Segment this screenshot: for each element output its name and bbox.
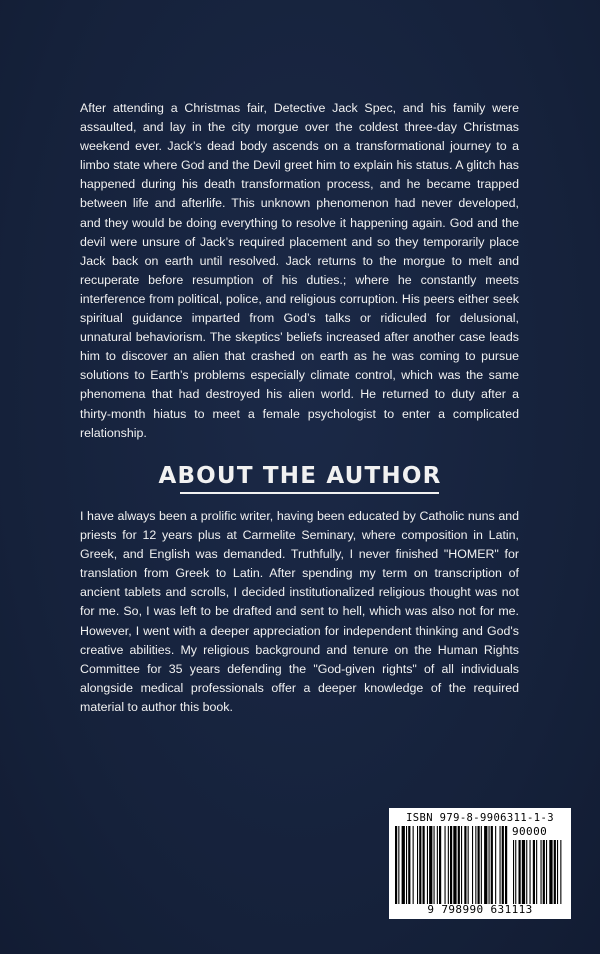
book-blurb: After attending a Christmas fair, Detective Jack Spec, and his family were assaulted, and lay in the city morgue over the coldest three-day Christmas weekend ever. Jack’s dead body ascends on a transformational journey to a limbo state where God and the Devil greet him to explain his status. A glitch has happened during his death transformation process, and he became trapped between life and afterlife. This unknown phenomenon had never developed, and they would be doing everything to resolve it happening again. God and the devil were unsure of Jack’s required placement and so they temporarily place Jack back on earth until resolved. Jack returns to the morgue to melt and recuperate before resumption of his duties.; where he constantly meets interference from political, police, and religious corruption. His peers either seek spiritual guidance imparted from God’s talks or ridiculed for delusional, unnatural behaviorism. The skeptics’ beliefs increased after another case leads him to discover an alien that crashed on earth as he was coming to pursue solutions to Earth’s problems especially climate control, which was the same phenomena that had destroyed his alien world. He returned to duty after a thirty-month hiatus to meet a female psychologist to enter a complicated relationship. bbox=[80, 101, 519, 440]
barcode-digits: 9 798990 631113 bbox=[427, 903, 533, 916]
isbn-barcode bbox=[389, 808, 571, 919]
heading-underline bbox=[180, 492, 439, 494]
about-author-text: I have always been a prolific writer, having been educated by Catholic nuns and priests for 12 years plus at Carmelite Seminary, where composition in Latin, Greek, and English was demanded. Truthfully, I never finished "HOMER" for translation from Greek to Latin. After spending my term on transcription of ancient tablets and scrolls, I decided institutionalized religious thought was not for me. So, I was left to be drafted and sent to hell, which was also not for me. However, I went with a deeper appreciation for independent thinking and God's creative abilities. My religious background and tenure on the Human Rights Committee for 35 years defending the "God-given rights" of all individuals alongside medical professionals offer a deeper knowledge of the required material to author this book. bbox=[80, 509, 519, 714]
isbn-label: ISBN 979-8-9906311-1-3 bbox=[406, 812, 554, 824]
about-author-heading: ABOUT THE AUTHOR bbox=[158, 463, 442, 489]
addon-code: 90000 bbox=[512, 825, 548, 838]
